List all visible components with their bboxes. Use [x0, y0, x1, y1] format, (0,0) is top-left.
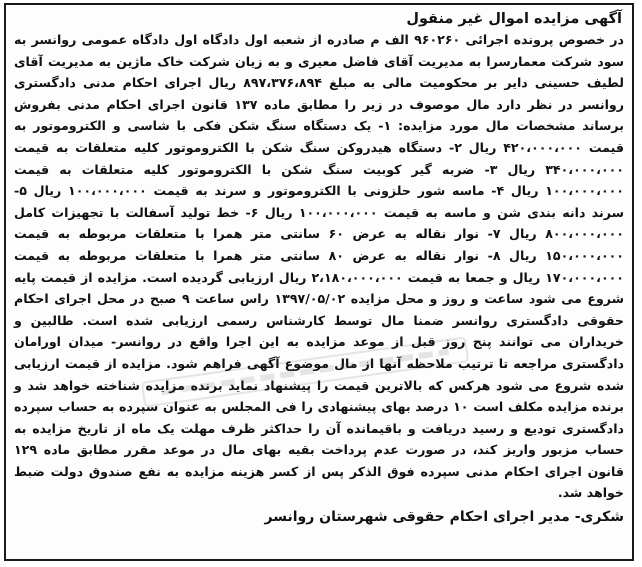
notice-body: در خصوص پرونده اجرائی ۹۶۰۲۶۰ الف م صادره از شعبه اول دادگاه اول دادگاه عمومی روانسر به سود شرکت معمارسرا به مدیریت آقای فاضل معیری و به زیان شرکت خاک ماژین به مدیریت آقای لطیف حسینی دایر بر محکومیت مالی به مبلغ ۸۹۷،۳۷۶،۸۹۴ ریال اجرای احکام مدنی دادگستری روانسر در نظر دارد مال موصوف در زیر را مطابق ماده ۱۳۷ قانون اجرای احکام مدنی بفروش برساند مشخصات مال مورد مزایده: ۱- یک دستگاه سنگ شکن فکی با شاسی و الکتروموتور به قیمت ۴۲۰،۰۰۰،۰۰۰ ریال ۲- دستگاه هیدروکن سنگ شکن با الکتروموتور کلیه متعلقات به قیمت ۳۴۰،۰۰۰،۰۰۰ ریال ۳- ضربه گیر کوبیت سنگ شکن با الکتروموتور کلیه متعلقات به قیمت ۱۰۰،۰۰۰،۰۰۰ ریال ۴- ماسه شور حلزونی با الکتروموتور و سرند به قیمت ۱۰۰،۰۰۰،۰۰۰ ریال ۵- سرند دانه بندی شن و ماسه به قیمت ۱۰۰،۰۰۰،۰۰۰ ریال ۶- خط تولید آسفالت با تجهیزات کامل ۸۰۰،۰۰۰،۰۰۰ ریال ۷- نوار نقاله به عرض ۶۰ سانتی متر همرا با متعلقات مربوطه به قیمت ۱۵۰،۰۰۰،۰۰۰ ریال ۸- نوار نقاله به عرض ۸۰ سانتی متر همرا با متعلقات مربوطه به قیمت ۱۷۰،۰۰۰،۰۰۰ ریال و جمعا به قیمت ۲،۱۸۰،۰۰۰،۰۰۰ ریال ارزیابی گردیده است. مزایده از قیمت پایه شروع می شود ساعت و روز و محل مزایده ۱۳۹۷/۰۵/۰۲ راس ساعت ۹ صبح در محل اجرای احکام حقوقی دادگستری روانسر ضمنا مال توسط کارشناس رسمی ارزیابی شده است. طالبین و خریداران می توانند پنج روز قبل از موعد مزایده به این اجرا واقع در روانسر- میدان اورامان دادگستری مراجعه تا ترتیب ملاحظه آنها از مال موضوع آگهی فراهم شود. مزایده از قیمت ارزیابی شده شروع می شود هرکس که بالاترین قیمت را پیشنهاد نماید برنده مزایده شناخته خواهد شد و برنده مزایده مکلف است ۱۰ درصد بهای پیشنهادی را فی المجلس به عنوان سپرده به حساب سپرده دادگستری تودیع و رسید دریافت و باقیمانده آن را حداکثر ظرف مهلت یک ماه از تاریخ مزایده به حساب مزبور واریز کند، در صورت عدم پرداخت بقیه بهای مال در موعد مقرر مطابق ماده ۱۲۹ قانون اجرای احکام مدنی سپرده فوق الذکر پس از کسر هزینه مزایده به نفع صندوق دولت ضبط خواهد شد. — [14, 32, 625, 501]
auction-notice — [4, 3, 634, 561]
notice-title: آگهی مزایده اموال غیر منقول — [406, 11, 622, 27]
notice-signature: شکری- مدیر اجرای احکام حقوقی شهرستان روانسر — [264, 509, 624, 526]
